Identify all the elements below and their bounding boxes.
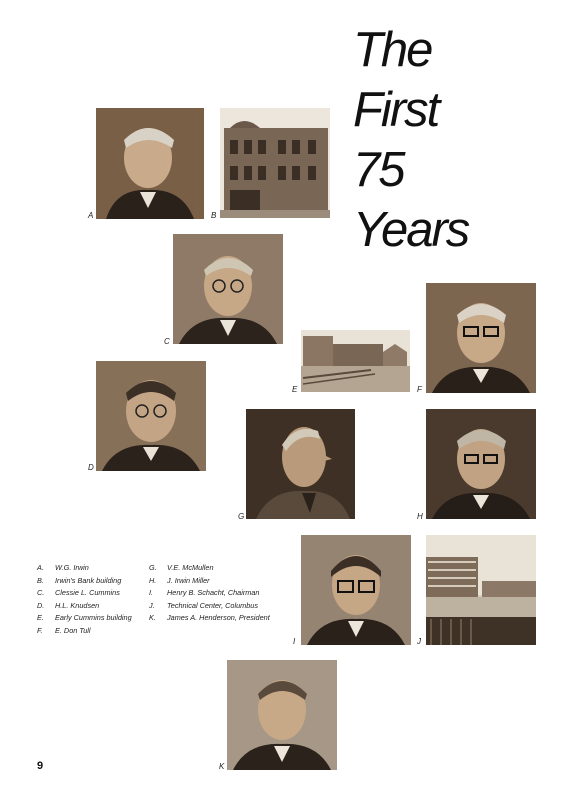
legend-item: H. J. Irwin Miller [149,575,210,585]
photo-label-f: F [417,385,422,394]
legend-item: C. Clessie L. Cummins [37,588,120,597]
page-title [353,20,553,260]
legend-item: I. Henry B. Schacht, Chairman [149,588,260,597]
caption-legend-left [37,562,132,637]
photo-label-d: D [88,463,94,472]
photo-label-a: A [88,211,94,220]
photo-label-i: I [293,637,296,646]
caption-legend-right [149,562,270,625]
photo-a-portrait [96,108,204,219]
legend-item: E. Early Cummins building [37,613,132,622]
photo-label-g: G [238,512,245,521]
legend-item: J. Technical Center, Columbus [149,600,258,610]
photo-label-c: C [164,337,170,346]
photo-e-building [301,330,410,392]
title-line-3: 75 [353,143,404,197]
photo-d-portrait [96,361,206,471]
title-line-2: First [353,83,439,137]
photo-b-building [220,108,330,218]
legend-item: K. James A. Henderson, President [149,613,270,622]
title-line-4: Years [353,203,469,257]
photo-i-portrait [301,535,411,645]
photo-g-portrait [246,409,355,519]
photo-f-portrait [426,283,536,393]
photo-k-portrait [227,660,337,770]
photo-label-j: J [417,637,421,646]
photo-label-b: B [211,211,217,220]
legend-item: G. V.E. McMullen [149,563,214,572]
legend-item: D. H.L. Knudsen [37,600,100,610]
photo-j-building [426,535,536,645]
legend-item: A. W.G. Irwin [37,563,89,572]
photo-h-portrait [426,409,536,519]
photo-label-h: H [417,512,423,521]
title-line-1: The [353,23,432,77]
legend-item: F. E. Don Tull [37,625,91,635]
page-number: 9 [37,760,44,772]
photo-c-portrait [173,234,283,344]
photo-label-k: K [219,762,225,771]
legend-item: B. Irwin's Bank building [37,575,122,585]
photo-label-e: E [292,385,298,394]
